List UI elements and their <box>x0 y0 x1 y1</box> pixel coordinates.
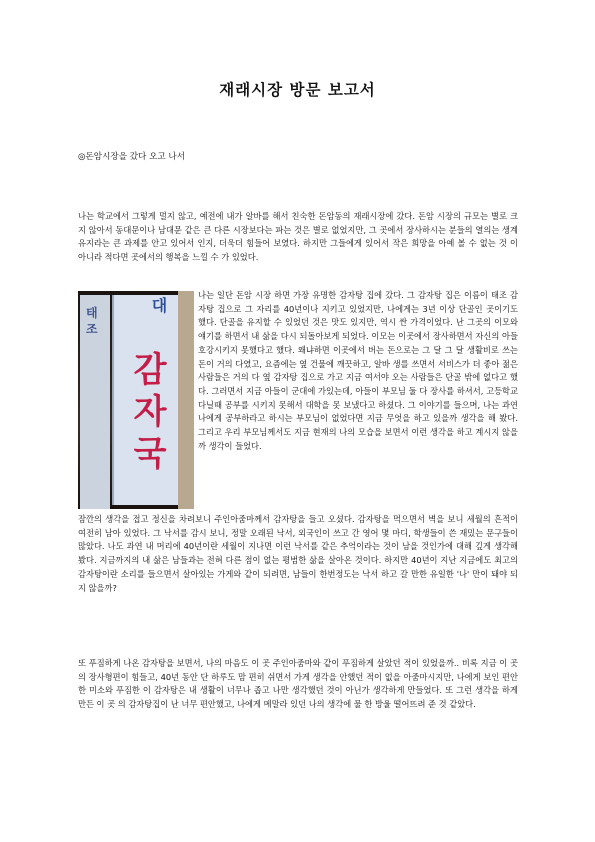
paragraph-with-photo <box>78 289 518 511</box>
section-subtitle: ◎돈암시장을 갔다 오고 나서 <box>78 152 186 162</box>
paragraph-restaurant: 나는 일단 돈암 시장 하면 가장 유명한 감자탕 집에 갔다. 그 감자탕 집은 이름이 태조 감자탕 집으로 그 자리를 40년이나 지키고 있었지만, 나에게는 3년 이상 단골인 곳이기도 했다. 단골을 유지할 수 있었던 것은 맛도 있지만, 역시 싼 가격이었다. 난 그곳의 이모와 얘기를 하면서 내 삶을 다시 되돌아보게 되었다. 이모는 이곳에서 장사하면서 자신의 아들 호강시키지 못했다고 했다. 왜냐하면 이곳에서 버는 돈으로는 그 달 그 달 생활비로 쓰는 돈이 거의 다였고, 요즘에는 옆 건물에 깨끗하고, 알바 생를 쓰면서 서비스가 더 좋아 젊은 사람들은 거의 다 옆 감자탕 집으로 가고 지금 여서야 오는 사람들은 단골 밖에 없다고 했다. 그러면서 지금 아들이 군대에 가있는데, 아들이 부모님 둘 다 장사를 하셔서, 고등학교 다닐때 공부를 시키지 못해서 대학을 못 보냈다고 하셨다. 그 이야기를 들으며, 나는 과연 나에게 공부하라고 하시는 부모님이 없었다면 지금 무엇을 하고 있을까 생각을 해 봤다. 그리고 우리 부모님께서도 지금 현재의 나의 모습을 보면서 이런 생각을 하고 계시지 않을까 생각이 들었다. <box>198 290 518 451</box>
page-title: 재래시장 방문 보고서 <box>219 80 376 99</box>
sign-top-text: 대 <box>149 297 168 313</box>
paragraph-conclusion: 또 푸짐하게 나온 감자탕을 보면서, 나의 마음도 이 곳 주인아줌마와 같이 푸짐하게 살았던 적이 있었을까.. 비록 지금 이 곳의 장사형편이 힘들고, 40년 동안 단 하루도 맘 편히 쉬면서 가게 생각을 안했던 적이 없을 아줌마시지만, 나에게 보인 편안한 미소와 푸짐한 이 감자탕은 내 생활이 너무나 좁고 나만 생각했던 것이 아닌가 생각하게 만들었다. 또 그런 생각을 하게 만든 이 곳 의 감자탕집이 난 너무 편안했고, 나에게 메말라 있던 나의 생각에 물 한 방울 떨어뜨려 준 것 같았다. <box>78 658 518 710</box>
side-banner-text: 태조 <box>86 306 98 336</box>
side-banner <box>80 295 110 509</box>
sign-main-text: 감자국 <box>133 350 167 474</box>
paragraph-reflection: 잠깐의 생각을 접고 정신을 차려보니 주인아줌마께서 감자탕을 들고 오셨다. 감자탕을 먹으면서 벽을 보니 세월의 흔적이 여전히 남아 있었다. 그 낙서를 감시 보니, 정말 오래된 낙서, 외국인이 쓰고 간 영어 몇 마디, 학생들이 쓴 재밌는 문구들이 많았다. 나도 과연 내 머리에 40년이란 세월이 지나면 이런 낙서를 같은 추억이라는 것이 남을 것인가에 대해 깊게 생각해봤다. 지금까지의 내 삶은 남들과는 전혀 다른 점이 없는 평범한 삶을 살아온 것이다. 하지만 40년이 지난 지금에도 최고의 감자탕이란 소리를 들으면서 살아있는 가게와 같이 되려면, 남들이 한번정도는 낙서 하고 갈 만한 유일한 '나' 만이 돼야 되지 않을까? <box>78 514 518 593</box>
restaurant-sign-photo <box>78 291 194 509</box>
pole <box>178 291 194 509</box>
paragraph-intro: 나는 학교에서 그렇게 멀지 않고, 예전에 내가 알바를 해서 친숙한 돈암동의 재래시장에 갔다. 돈암 시장의 규모는 별로 크지 않아서 동대문이나 남대문 같은 큰 다른 시장보다는 파는 것은 별로 없었지만, 그 곳에서 장사하시는 분들의 열의는 생계유지라는 큰 과제를 안고 있어서 인지, 더욱더 힘들어 보였다. 하지만 그들에게 있어서 작은 희망을 아예 볼 수 없는 것 이 아니라 적다면 곳에서의 행복을 느낄 수 가 있었다. <box>78 211 518 263</box>
